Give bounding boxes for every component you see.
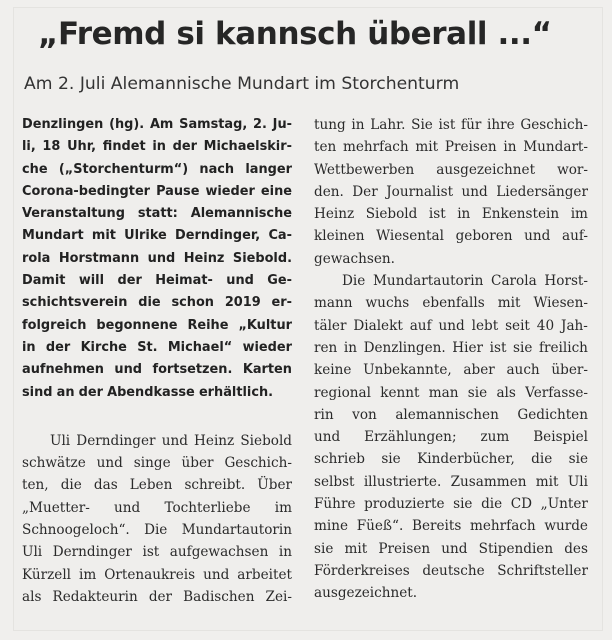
text-line: gewachsen. — [314, 250, 395, 267]
text-line: Schnoogeloch“. Die Mundartautorin — [22, 522, 292, 539]
text-line: den. Der Journalist und Liedersänger — [314, 183, 588, 200]
text-line: „Muetter- und Tochterliebe im — [22, 499, 292, 516]
text-line: in der Kirche St. Michael“ wieder — [22, 339, 292, 355]
text-line: mine Füeß“. Bereits mehrfach wurde — [314, 518, 588, 535]
text-line: selbst illustrierte. Zusammen mit Uli — [314, 473, 588, 490]
text-line: rin von alemannischen Gedichten — [314, 406, 588, 423]
text-line: ten mehrfach mit Preisen in Mundart- — [314, 139, 588, 156]
body-paragraph-1 — [22, 430, 292, 608]
text-line: Kürzell im Ortenaukreis und arbeitet — [22, 566, 292, 583]
text-line: Die Mundartautorin Carola Horst- — [342, 273, 588, 290]
text-line: Heinz Siebold ist in Enkenstein im — [314, 206, 588, 223]
text-line: keine Unbekannte, aber auch über- — [314, 362, 588, 379]
text-line: Veranstaltung statt: Alemannische — [22, 206, 292, 222]
text-line: ten, die das Leben schreibt. Über — [22, 477, 292, 494]
right-column-text — [314, 114, 588, 605]
text-line: tung in Lahr. Sie ist für ihre Geschich- — [314, 117, 588, 133]
text-line: Corona-bedingter Pause wieder eine — [22, 183, 292, 199]
text-line: und Erzählungen; zum Beispiel — [314, 429, 588, 446]
text-line: regional kennt man sie als Verfasse- — [314, 384, 588, 401]
left-column — [22, 114, 292, 608]
text-line: als Redakteurin der Badischen Zei- — [22, 588, 292, 605]
text-line: ren in Denzlingen. Hier ist sie freilich — [314, 339, 588, 356]
text-line: schrieb sie Kinderbücher, die sie — [314, 451, 588, 468]
text-line: Mundart mit Ulrike Derndinger, Ca- — [22, 228, 292, 244]
text-line: schichtsverein die schon 2019 er- — [22, 295, 292, 311]
text-line: kleinen Wiesental geboren und auf- — [314, 228, 588, 245]
text-line: täler Dialekt auf und lebt seit 40 Jah- — [314, 317, 588, 334]
text-line: folgreich begonnene Reihe „Kultur — [22, 317, 292, 333]
right-column — [314, 114, 588, 605]
text-line: che („Storchenturm“) nach langer — [22, 161, 292, 177]
text-line: Führe produzierte sie die CD „Unter — [314, 496, 588, 513]
text-line: Wettbewerben ausgezeichnet wor- — [314, 161, 588, 178]
subheadline: Am 2. Juli Alemannische Mundart im Storchenturm — [24, 74, 460, 94]
lead-paragraph — [22, 114, 292, 404]
text-line: sie mit Preisen und Stipendien des — [314, 540, 588, 557]
text-line: ausgezeichnet. — [314, 585, 418, 602]
headline: „Fremd si kannsch überall ...“ — [38, 16, 552, 52]
text-line: mann wuchs ebenfalls mit Wiesen- — [314, 295, 588, 312]
text-line: aufnehmen und fortsetzen. Karten — [22, 362, 292, 378]
text-line: Uli Derndinger ist aufgewachsen in — [22, 544, 292, 561]
text-line: sind an der Abendkasse erhältlich. — [22, 384, 274, 400]
text-line: schwätze und singe über Geschich- — [22, 455, 292, 472]
text-line: rola Horstmann und Heinz Siebold. — [22, 250, 292, 266]
text-line: li, 18 Uhr, findet in der Michaelskir- — [22, 139, 292, 155]
text-line: Denzlingen (hg). Am Samstag, 2. Ju- — [22, 117, 292, 132]
text-line: Förderkreises deutsche Schriftsteller — [314, 562, 588, 579]
text-line: Uli Derndinger und Heinz Siebold — [50, 432, 292, 449]
text-line: Damit will der Heimat- und Ge- — [22, 273, 292, 289]
